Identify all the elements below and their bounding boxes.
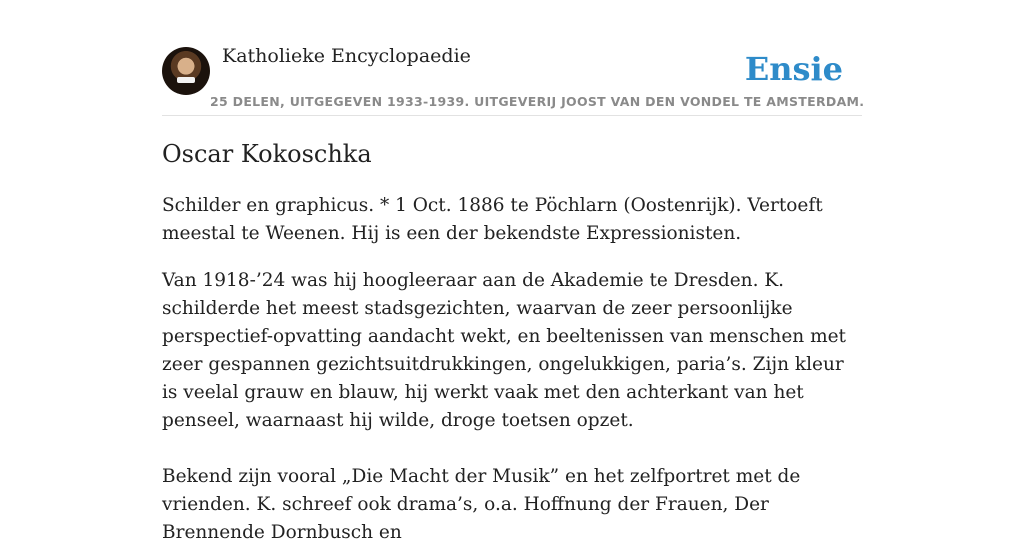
ensie-logo[interactable]: Ensie (744, 50, 843, 88)
encyclopedia-subtitle: 25 DELEN, UITGEGEVEN 1933-1939. UITGEVERIJ JOOST VAN DEN VONDEL TE AMSTERDAM. (210, 94, 865, 109)
article-paragraph: Schilder en graphicus. * 1 Oct. 1886 te Pöchlarn (Oostenrijk). Vertoeft meestal te Weenen. Hij is een der bekendste Expressionisten. (162, 195, 823, 244)
encyclopedia-title-link[interactable]: Katholieke Encyclopaedie (222, 45, 471, 67)
encyclopedia-avatar[interactable] (162, 47, 210, 95)
article-paragraph: Van 1918-’24 was hij hoogleeraar aan de Akademie te Dresden. K. schilderde het meest stadsgezichten, waarvan de zeer persoonlijke perspectief-opvatting aandacht wekt, en beeltenissen van menschen met zeer gespannen gezichtsuitdrukkingen, ongelukkigen, paria’s. Zijn kleur is veelal grauw en blauw, hij werkt vaak met den achterkant van het penseel, waarnaast hij wilde, droge toetsen opzet. (162, 270, 846, 431)
site-header (162, 0, 865, 116)
article-title: Oscar Kokoschka (162, 140, 372, 168)
page-container (162, 0, 865, 543)
article-paragraph: Bekend zijn vooral „Die Macht der Musik” en het zelfportret met de vrienden. K. schreef ook drama’s, o.a. Hoffnung der Frauen, Der Brennende Dornbusch en (162, 466, 801, 543)
